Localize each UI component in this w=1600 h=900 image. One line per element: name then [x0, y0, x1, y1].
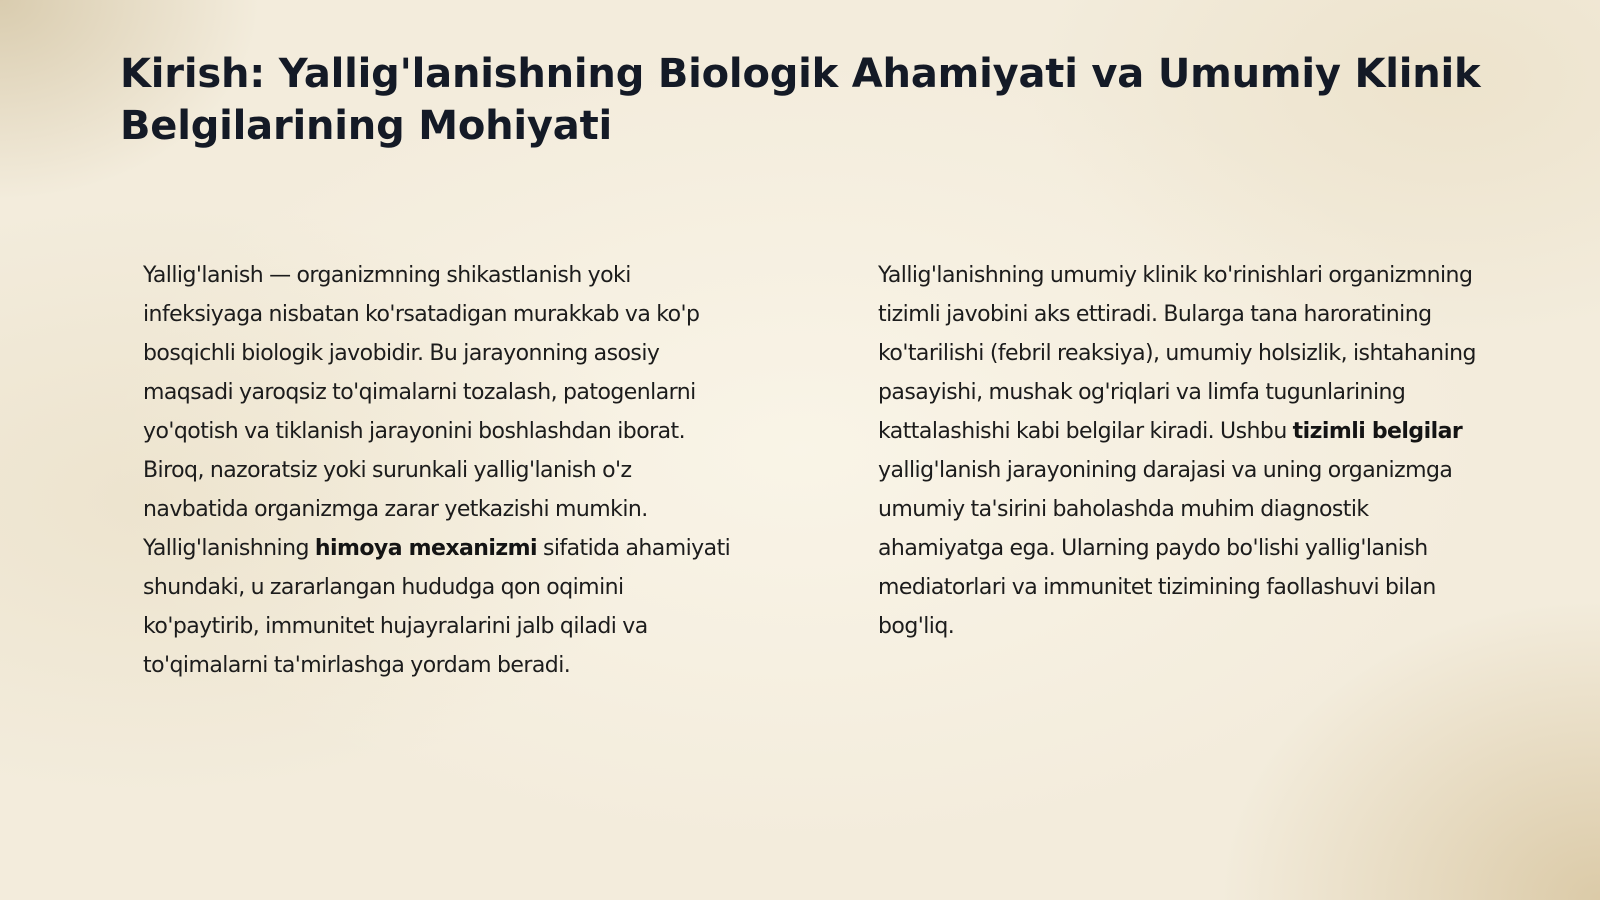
slide-title: Kirish: Yallig'lanishning Biologik Ahamiyati va Umumiy Klinik Belgilarining Mohiyati: [120, 51, 1481, 149]
right-paragraph: [878, 256, 1478, 646]
right-paragraph-text-start: Yallig'lanishning umumiy klinik ko'rinishlari organizmning tizimli javobini aks ettiradi. Bularga tana haroratining ko'tarilishi (febril reaksiya), umumiy holsizlik, ishtahaning pasayishi, mushak og'riqlari va limfa tugunlarining kattalashishi kabi belgilar kiradi. Ushbu: [878, 263, 1476, 444]
right-paragraph-emphasis: tizimli belgilar: [1292, 419, 1463, 444]
left-paragraph: [143, 256, 733, 685]
left-paragraph-text-end: sifatida ahamiyati shundaki, u zararlangan hududga qon oqimini ko'paytirib, immunitet hujayralarini jalb qiladi va to'qimalarni ta'mirlashga yordam beradi.: [143, 536, 731, 678]
right-paragraph-text-end: yallig'lanish jarayonining darajasi va uning organizmga umumiy ta'sirini baholashda muhim diagnostik ahamiyatga ega. Ularning paydo bo'lishi yallig'lanish mediatorlari va immunitet tizimining faollashuvi bilan bog'liq.: [878, 458, 1453, 639]
left-paragraph-emphasis: himoya mexanizmi: [314, 536, 537, 561]
left-paragraph-text-start: Yallig'lanish — organizmning shikastlanish yoki infeksiyaga nisbatan ko'rsatadigan murakkab va ko'p bosqichli biologik javobidir. Bu jarayonning asosiy maqsadi yaroqsiz to'qimalarni tozalash, patogenlarni yo'qotish va tiklanish jarayonini boshlashdan iborat. Biroq, nazoratsiz yoki surunkali yallig'lanish o'z navbatida organizmga zarar yetkazishi mumkin. Yallig'lanishning: [143, 263, 700, 561]
